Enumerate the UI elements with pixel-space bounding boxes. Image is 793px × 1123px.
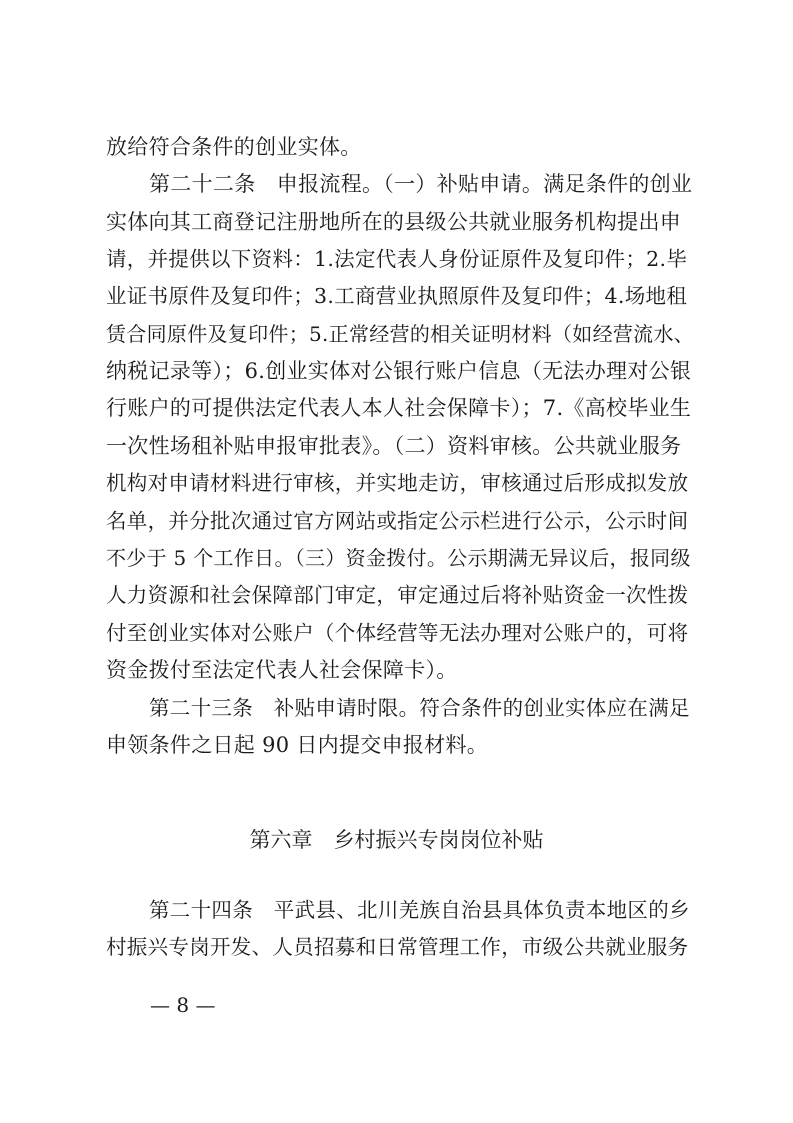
text-line: 实体向其工商登记注册地所在的县级公共就业服务机构提出申: [106, 210, 682, 234]
text-line: 纳税记录等）；6.创业实体对公银行账户信息（无法办理对公银: [106, 359, 692, 383]
text-line: 赁合同原件及复印件；5.正常经营的相关证明材料（如经营流水、: [106, 322, 695, 346]
text-line: 人力资源和社会保障部门审定，审定通过后将补贴资金一次性拨: [106, 583, 689, 607]
text-line: 村振兴专岗开发、人员招募和日常管理工作，市级公共就业服务: [106, 935, 689, 959]
text-line: 机构对申请材料进行审核，并实地走访，审核通过后形成拟发放: [106, 471, 689, 495]
article-22-heading-line: 第二十二条 申报流程。（一）补贴申请。满足条件的创业: [149, 172, 693, 196]
text-line: 行账户的可提供法定代表人本人社会保障卡）；7.《高校毕业生: [106, 396, 692, 420]
text-line: 申领条件之日起 90 日内提交申报材料。: [106, 733, 489, 757]
text-line: 放给符合条件的创业实体。: [106, 135, 362, 159]
text-line: 名单，并分批次通过官方网站或指定公示栏进行公示，公示时间: [106, 509, 689, 533]
page-number: — 8 —: [150, 993, 216, 1017]
text-line: 付至创业实体对公账户（个体经营等无法办理对公账户的，可将: [106, 621, 689, 645]
text-line: 一次性场租补贴申报审批表》。（二）资料审核。公共就业服务: [106, 434, 682, 458]
chapter-heading: 第六章 乡村振兴专岗岗位补贴: [249, 828, 544, 852]
text-line: 请，并提供以下资料：1.法定代表人身份证原件及复印件；2.毕: [106, 247, 688, 271]
text-line: 资金拨付至法定代表人社会保障卡）。: [106, 658, 458, 682]
article-23-heading-line: 第二十三条 补贴申请时限。符合条件的创业实体应在满足: [149, 696, 690, 720]
text-line: 不少于 5 个工作日。（三）资金拨付。公示期满无异议后，报同级: [106, 546, 691, 570]
article-24-heading-line: 第二十四条 平武县、北川羌族自治县具体负责本地区的乡: [149, 898, 690, 922]
text-line: 业证书原件及复印件；3.工商营业执照原件及复印件；4.场地租: [106, 284, 688, 308]
